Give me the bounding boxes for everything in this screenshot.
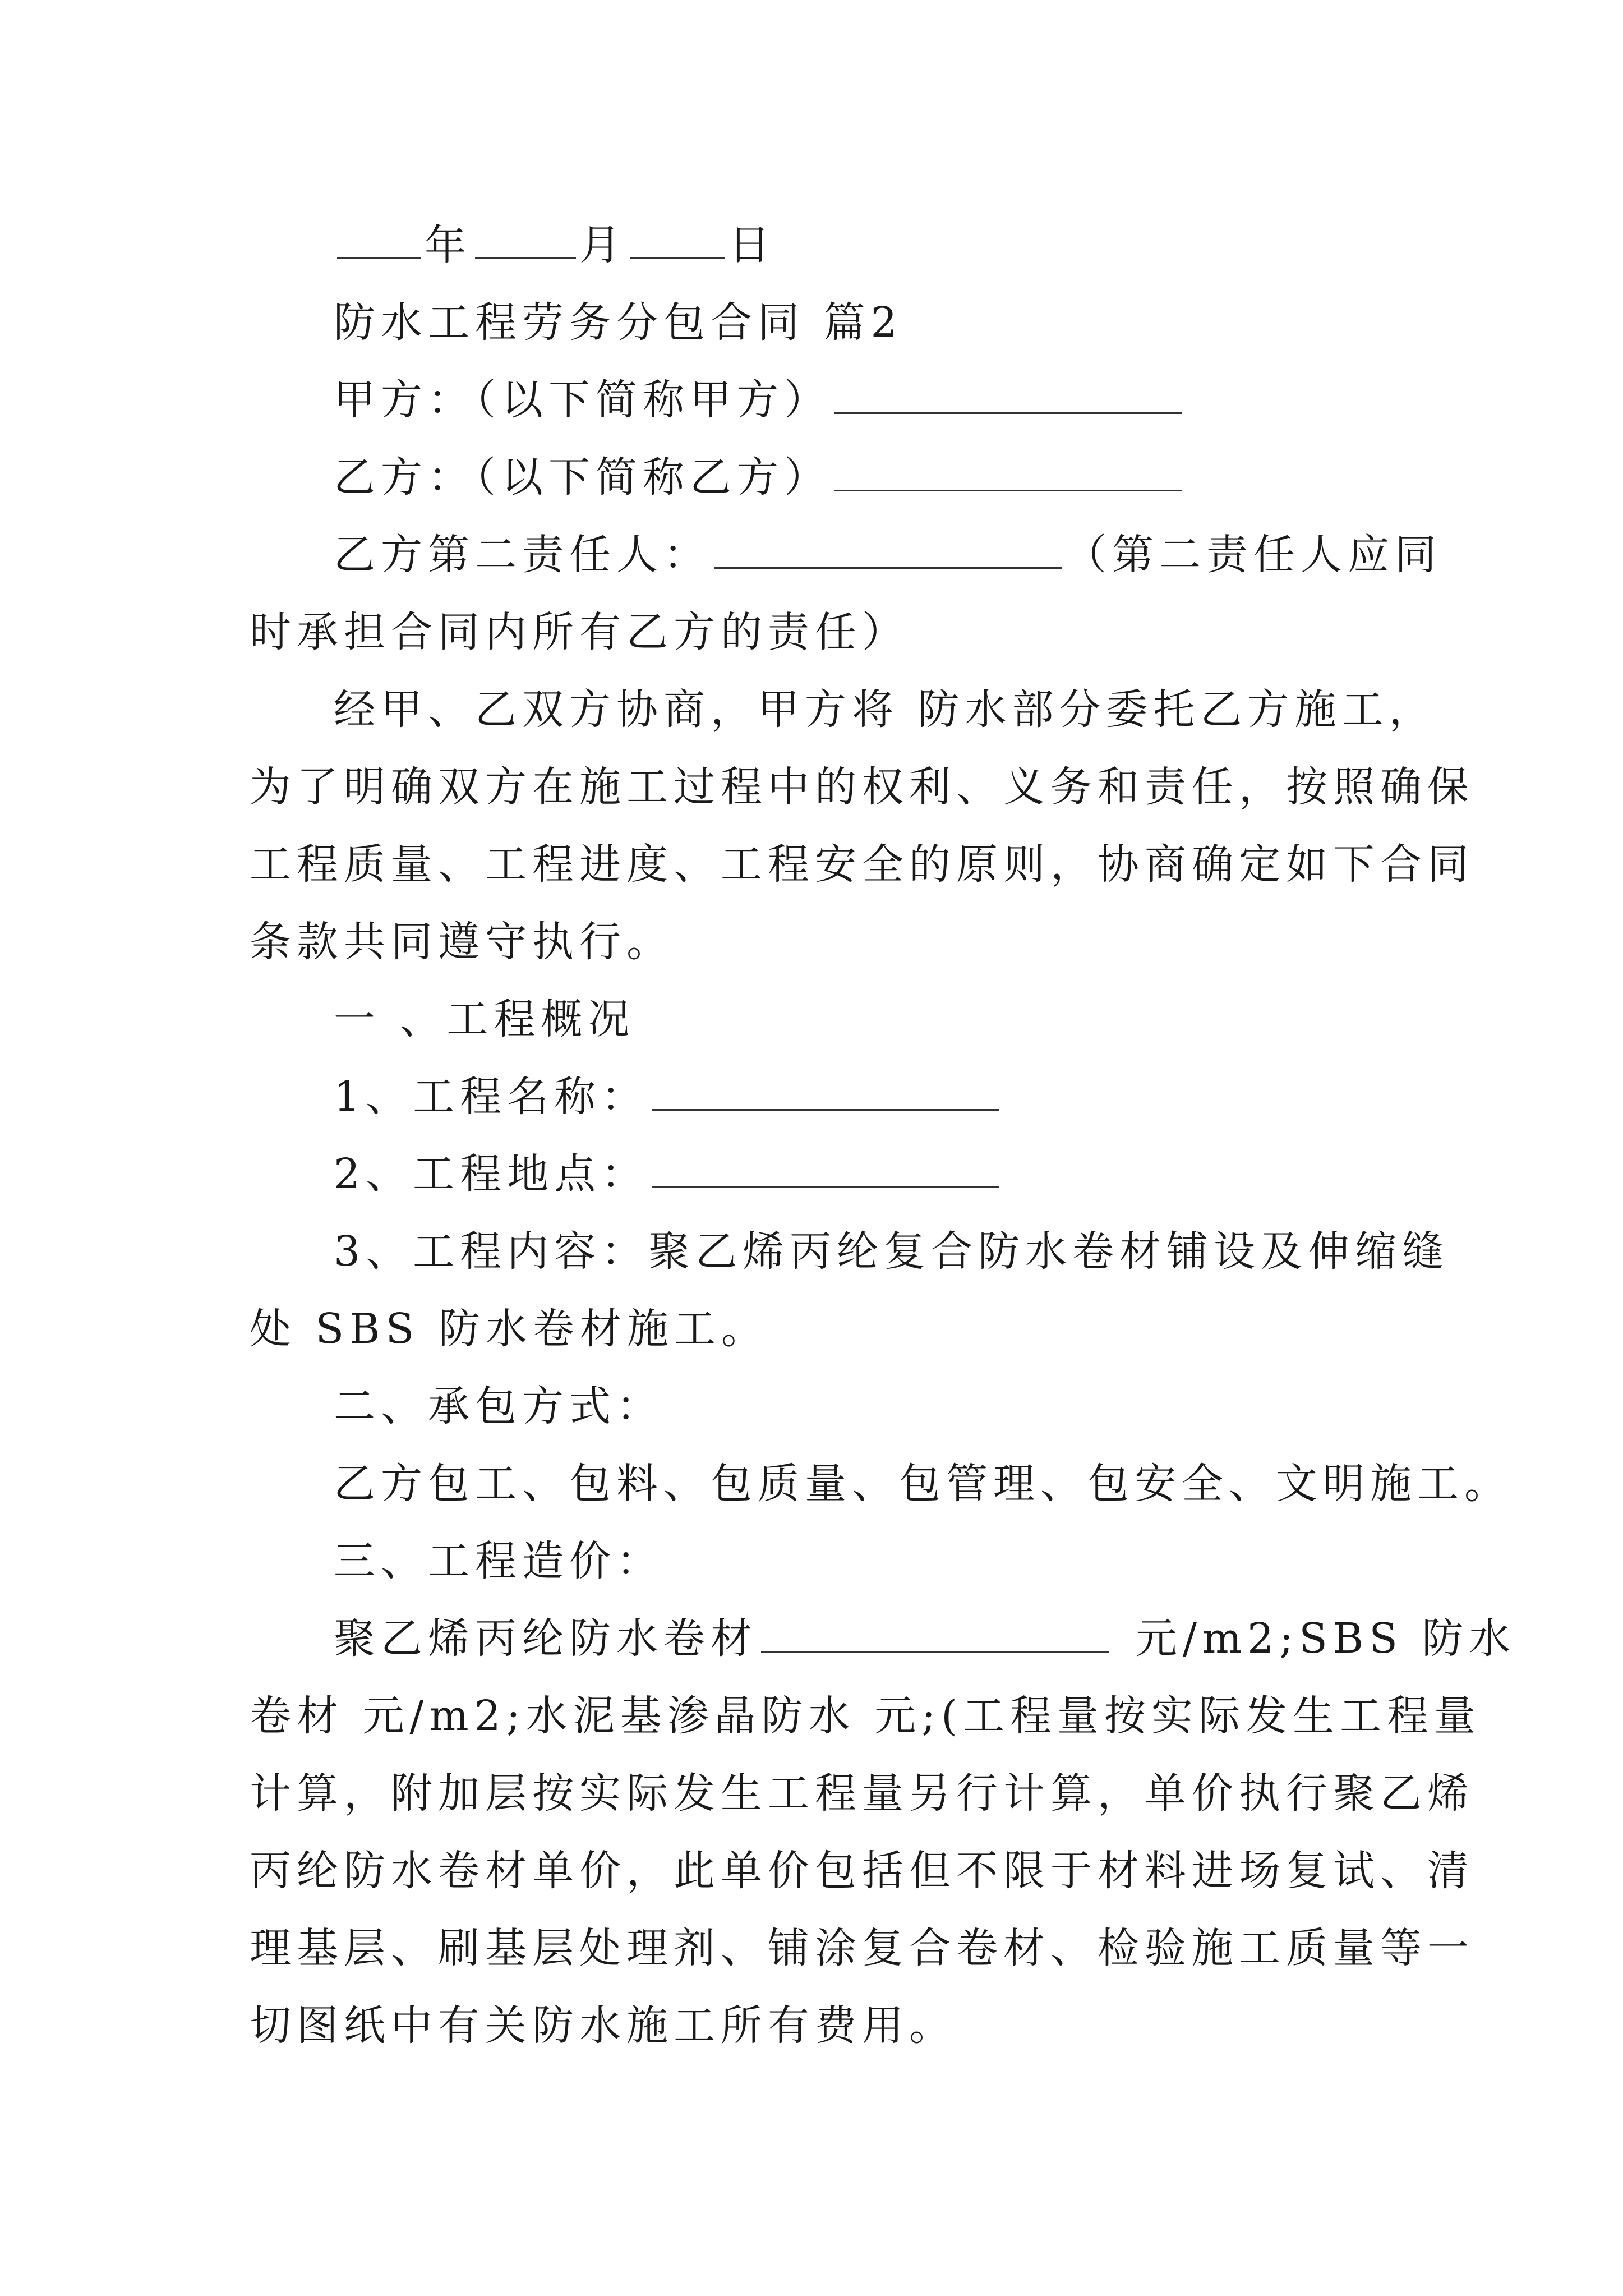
year-blank[interactable] [337, 218, 421, 259]
intro-line-2: 为了明确双方在施工过程中的权利、义务和责任，按照确保 [250, 763, 1474, 811]
price-line [250, 1600, 1516, 1677]
contract-title: 防水工程劳务分包合同 篇2 [334, 298, 903, 347]
price-detail-line-1: 卷材 元/m2;水泥基渗晶防水 元;(工程量按实际发生工程量 [250, 1692, 1481, 1740]
project-location-label: 2、工程地点： [334, 1150, 649, 1198]
price-unit: 元/m2;SBS 防水 [1136, 1614, 1516, 1663]
day-label: 日 [728, 221, 776, 269]
section-3-heading: 三、工程造价： [334, 1537, 663, 1585]
intro-line-1: 经甲、乙双方协商，甲方将 防水部分委托乙方施工， [334, 685, 1436, 734]
section-2-heading: 二、承包方式： [334, 1382, 663, 1430]
second-responsible-line [250, 516, 1442, 593]
second-responsible-label: 乙方第二责任人： [334, 531, 711, 579]
price-label: 聚乙烯丙纶防水卷材 [334, 1614, 758, 1663]
intro-line-4: 条款共同遵守执行。 [250, 918, 674, 966]
project-content-line-2: 处 SBS 防水卷材施工。 [250, 1305, 768, 1353]
contract-text [250, 206, 1516, 2064]
party-b-line [250, 439, 1388, 516]
month-blank[interactable] [475, 218, 576, 259]
project-location-blank[interactable] [652, 1147, 999, 1188]
price-detail-line-4: 理基层、刷基层处理剂、铺涂复合卷材、检验施工质量等一 [250, 1924, 1474, 1972]
party-a-label: 甲方：（以下简称甲方） [334, 376, 831, 424]
day-blank[interactable] [630, 218, 725, 259]
party-b-label: 乙方：（以下简称乙方） [334, 453, 831, 501]
project-location-line [250, 1135, 1388, 1213]
price-detail-line-2: 计算，附加层按实际发生工程量另行计算，单价执行聚乙烯 [250, 1769, 1474, 1818]
year-label: 年 [425, 221, 472, 269]
price-detail-line-3: 丙纶防水卷材单价，此单价包括但不限于材料进场复试、清 [250, 1847, 1474, 1895]
price-blank[interactable] [761, 1612, 1109, 1653]
project-content-line-1: 3、工程内容：聚乙烯丙纶复合防水卷材铺设及伸缩缝 [334, 1227, 1450, 1276]
date-line [250, 206, 1388, 284]
project-name-line [250, 1058, 1388, 1135]
party-a-blank[interactable] [834, 373, 1182, 414]
party-b-blank[interactable] [834, 450, 1182, 491]
contracting-method-text: 乙方包工、包料、包质量、包管理、包安全、文明施工。 [334, 1460, 1511, 1508]
section-1-heading: 一 、工程概况 [334, 995, 635, 1043]
price-detail-line-5: 切图纸中有关防水施工所有费用。 [250, 2001, 956, 2050]
second-responsible-note-start: （第二责任人应同 [1065, 531, 1442, 579]
second-responsible-blank[interactable] [714, 528, 1062, 569]
month-label: 月 [579, 221, 626, 269]
intro-line-3: 工程质量、工程进度、工程安全的原则，协商确定如下合同 [250, 840, 1474, 889]
project-name-label: 1、工程名称： [334, 1073, 649, 1121]
party-a-line [250, 361, 1388, 439]
second-responsible-note-end: 时承担合同内所有乙方的责任） [250, 608, 909, 656]
project-name-blank[interactable] [652, 1070, 999, 1111]
